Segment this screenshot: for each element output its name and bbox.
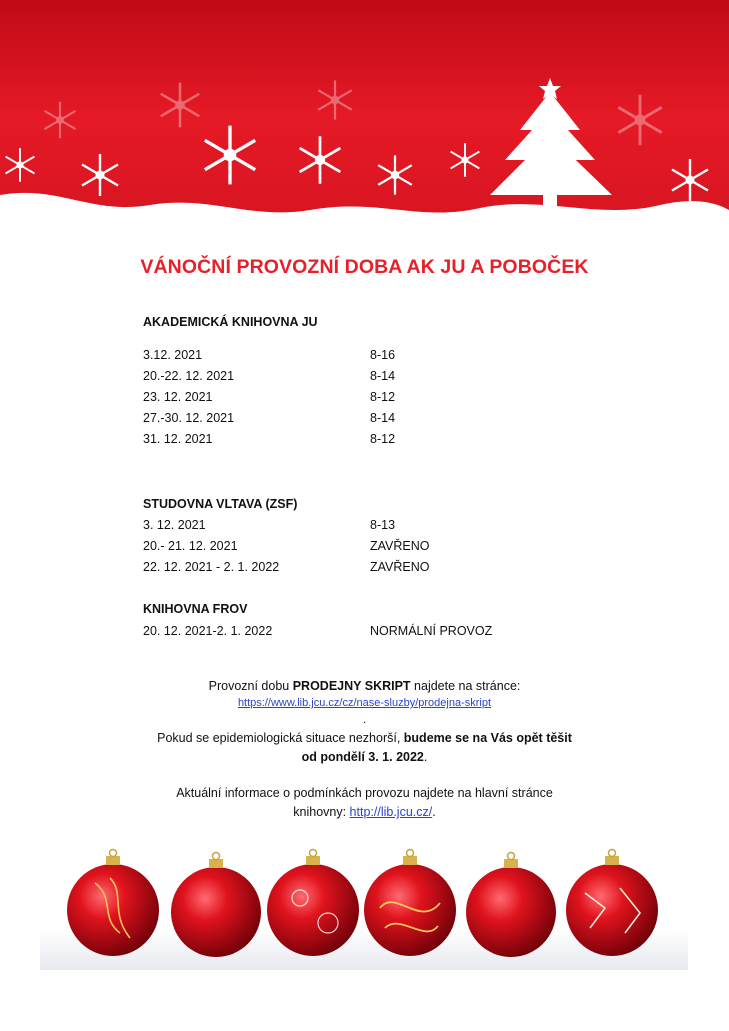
epidemic-text-bold-1: budeme se na Vás opět těšit (403, 731, 572, 745)
epidemic-line-1 (0, 731, 729, 745)
schedule-hours: 8-14 (370, 369, 396, 383)
epidemic-line-2 (0, 750, 729, 764)
schedule-hours: ZAVŘENO (370, 539, 430, 553)
schedule-hours: 8-13 (370, 518, 396, 532)
epidemic-text-bold-2: od pondělí 3. 1. 2022 (301, 750, 424, 764)
schedule-hours: NORMÁLNÍ PROVOZ (370, 624, 493, 638)
schedule-date: 3.12. 2021 (143, 348, 203, 362)
current-info-line-2 (0, 805, 729, 819)
schedule-date: 3. 12. 2021 (143, 518, 206, 532)
section-heading-ak-ju: AKADEMICKÁ KNIHOVNA JU (143, 315, 318, 329)
schedule-hours: 8-16 (370, 348, 396, 362)
schedule-date: 20. 12. 2021-2. 1. 2022 (143, 624, 273, 638)
skripta-link-line (0, 697, 729, 709)
current-info-pre: knihovny: (293, 805, 350, 819)
skripta-line (0, 679, 729, 693)
schedule-date: 20.- 21. 12. 2021 (143, 539, 238, 553)
epidemic-text-pre: Pokud se epidemiologická situace nezhorší, (157, 731, 404, 745)
library-homepage-link[interactable]: http://lib.jcu.cz/ (349, 805, 433, 819)
skripta-link[interactable]: https://www.lib.jcu.cz/cz/nase-sluzby/prodejna-skript (237, 697, 492, 709)
christmas-banner-image (0, 0, 729, 235)
schedule-date: 31. 12. 2021 (143, 432, 213, 446)
current-info-post: . (432, 805, 436, 819)
section-heading-frov: KNIHOVNA FROV (143, 602, 248, 616)
schedule-hours: 8-14 (370, 411, 396, 425)
schedule-date: 27.-30. 12. 2021 (143, 411, 235, 425)
skripta-text-pre: Provozní dobu (208, 679, 293, 693)
schedule-date: 20.-22. 12. 2021 (143, 369, 235, 383)
epidemic-text-post: . (423, 750, 428, 764)
schedule-date: 23. 12. 2021 (143, 390, 213, 404)
christmas-baubles-image (40, 838, 688, 970)
skripta-text-post: najdete na stránce: (410, 679, 521, 693)
schedule-date: 22. 12. 2021 - 2. 1. 2022 (143, 560, 280, 574)
schedule-hours: 8-12 (370, 390, 396, 404)
current-info-line-1: Aktuální informace o podmínkách provozu najdete na hlavní stránce (176, 786, 553, 800)
skripta-text-bold: PRODEJNY SKRIPT (292, 679, 411, 693)
schedule-hours: ZAVŘENO (370, 560, 430, 574)
separator-dot: . (362, 714, 367, 726)
page-title: VÁNOČNÍ PROVOZNÍ DOBA AK JU A POBOČEK (140, 256, 589, 278)
section-heading-vltava: STUDOVNA VLTAVA (ZSF) (143, 497, 298, 511)
schedule-hours: 8-12 (370, 432, 396, 446)
